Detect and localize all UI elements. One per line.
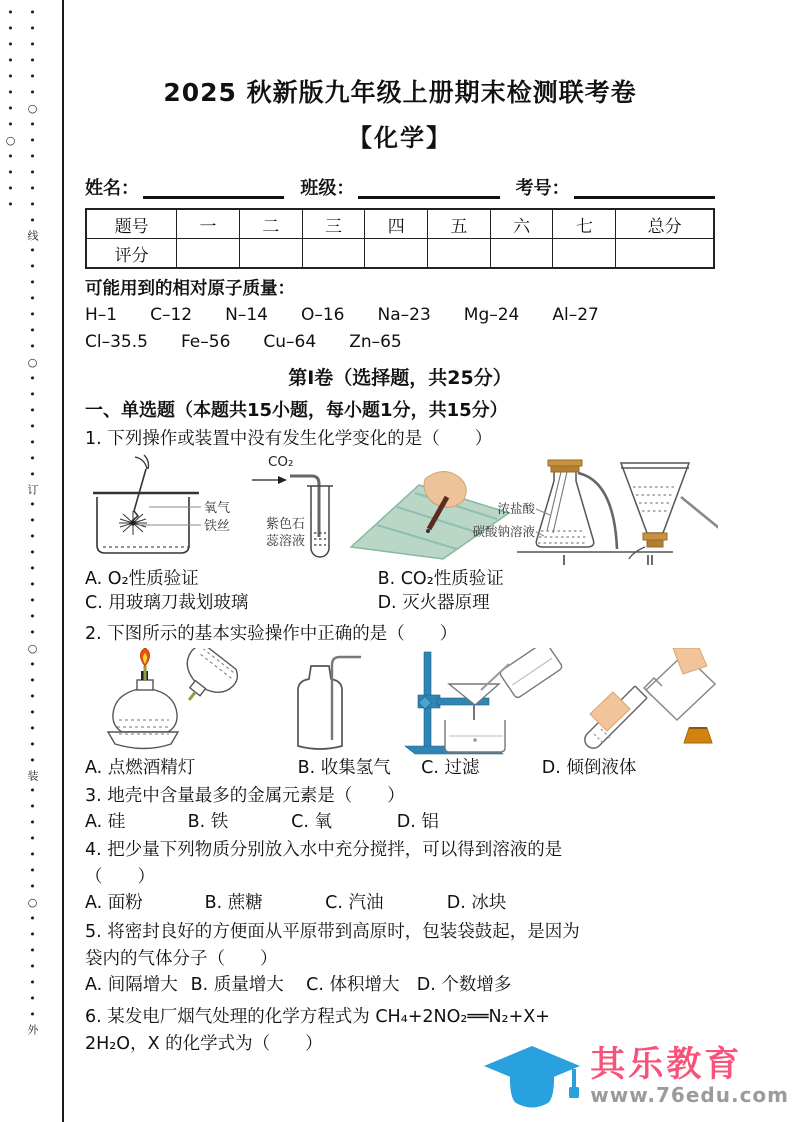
question-4-text-line2: （ ） [85, 867, 155, 887]
q2-option-b: B. 收集氢气 [297, 758, 391, 778]
score-col-2: 二 [239, 209, 302, 239]
exam-no-label: 考号： [515, 178, 570, 199]
exam-no-blank [574, 174, 715, 199]
iron-wire-label: 铁丝 [204, 519, 231, 534]
mass-item: Cl–35.5 [85, 332, 148, 352]
page-title: 2025 秋新版九年级上册期末检测联考卷 [163, 78, 637, 107]
grade-cell [239, 239, 302, 269]
graduation-cap-icon [480, 1038, 584, 1114]
mass-item: O–16 [300, 305, 345, 325]
name-blank [143, 174, 284, 199]
mass-item: C–12 [150, 305, 193, 325]
q1-option-b: B. CO₂性质验证 [377, 569, 504, 589]
mass-item: N–14 [225, 305, 268, 325]
grade-label: 评分 [86, 239, 177, 269]
q5-options-row [85, 973, 715, 997]
question-5-text-line1: 5. 将密封良好的方便面从平原带到高原时，包装袋鼓起，是因为 [85, 922, 580, 942]
q2-option-a: A. 点燃酒精灯 [85, 758, 196, 778]
q3-option-a: A. 硅 [85, 812, 126, 832]
oxygen-label: 氧气 [204, 501, 231, 516]
spark-burst-icon [119, 511, 147, 535]
binding-line: ••••••○•••••••线•••••••○•••••••订•••••••••○•••••••装•••••••○•••••••外••••••••○•••• [4, 6, 39, 1038]
flame-icon [141, 648, 150, 666]
q2-option-c: C. 过滤 [421, 758, 480, 778]
grade-cell [365, 239, 428, 269]
mass-item: Na–23 [377, 305, 431, 325]
question-6-text-line2: 2H₂O，X 的化学式为（ ） [85, 1034, 323, 1054]
grade-cell [177, 239, 240, 269]
score-col-4: 四 [365, 209, 428, 239]
filtration-figure [405, 648, 563, 754]
atomic-mass-heading: 可能用到的相对原子质量： [85, 279, 295, 299]
q4-options-row [85, 891, 715, 915]
class-label: 班级： [300, 178, 355, 199]
q3-option-c: C. 氧 [291, 812, 333, 832]
logo-text-block [590, 1046, 789, 1106]
stopper-icon [684, 728, 712, 743]
q3-option-b: B. 铁 [187, 812, 229, 832]
litmus-label-line2: 蕊溶液 [265, 534, 305, 549]
hydrogen-bottle-figure [298, 657, 361, 749]
tilted-lamp-icon [167, 648, 242, 716]
mass-item: Cu–64 [263, 332, 317, 352]
q1-option-c: C. 用玻璃刀裁划玻璃 [85, 593, 249, 613]
grade-cell [553, 239, 616, 269]
logo-website-url: www.76edu.com [590, 1083, 789, 1107]
score-col-3: 三 [302, 209, 365, 239]
question-1-figure [85, 453, 718, 567]
name-label: 姓名： [85, 178, 139, 199]
q5-option-c: C. 体积增大 [306, 975, 400, 995]
question-2-figure [85, 648, 718, 756]
na2co3-label: 碳酸钠溶液 [472, 524, 535, 539]
q5-option-b: B. 质量增大 [190, 975, 284, 995]
score-col-total: 总分 [616, 209, 714, 239]
q1-option-d: D. 灭火器原理 [377, 593, 490, 613]
q4-option-b: B. 蔗糖 [204, 893, 263, 913]
grade-cell [490, 239, 553, 269]
mass-item: Fe–56 [180, 332, 231, 352]
score-table-header-row [86, 209, 714, 239]
alcohol-lamp-figure [108, 648, 242, 749]
score-col-1: 一 [177, 209, 240, 239]
fire-extinguisher-figure [472, 460, 718, 567]
flask-one-label: I [562, 553, 566, 567]
question-5-text-line2: 袋内的气体分子（ ） [85, 949, 278, 969]
hcl-label: 浓盐酸 [497, 501, 535, 516]
mass-item: Mg–24 [463, 305, 520, 325]
mass-item: Zn–65 [349, 332, 402, 352]
qile-education-logo [480, 1038, 789, 1114]
mass-item: Al–27 [552, 305, 599, 325]
score-col-7: 七 [553, 209, 616, 239]
flask-two-label: II [646, 553, 654, 567]
score-col-6: 六 [490, 209, 553, 239]
grade-cell [616, 239, 714, 269]
oxygen-jar-figure [93, 455, 230, 553]
q5-option-a: A. 间隔增大 [85, 975, 178, 995]
q1-options-row-2 [85, 591, 715, 615]
glass-cutting-photo [351, 471, 509, 559]
q4-option-d: D. 冰块 [446, 893, 507, 913]
class-blank [358, 174, 499, 199]
score-table [85, 208, 715, 269]
question-6-text-line1: 6. 某发电厂烟气处理的化学方程式为 CH₄+2NO₂══N₂+X+ [85, 1007, 550, 1027]
q2-options-row [85, 756, 715, 780]
score-col-qnum: 题号 [86, 209, 177, 239]
atomic-mass-row-1 [85, 302, 715, 329]
question-2-text: 2. 下图所示的基本实验操作中正确的是（ ） [85, 624, 458, 644]
student-info-row [85, 172, 715, 202]
q5-option-d: D. 个数增多 [416, 975, 512, 995]
co2-testtube-figure [252, 454, 333, 557]
mass-item: H–1 [85, 305, 118, 325]
q4-option-a: A. 面粉 [85, 893, 143, 913]
subject-title: 【化学】 [348, 124, 452, 152]
pouring-liquid-figure [585, 648, 715, 748]
q3-option-d: D. 铝 [396, 812, 439, 832]
question-3-text: 3. 地壳中含量最多的金属元素是（ ） [85, 786, 405, 806]
grade-cell [302, 239, 365, 269]
q4-option-c: C. 汽油 [325, 893, 384, 913]
co2-label: CO₂ [268, 454, 294, 470]
logo-brand-name: 其乐教育 [590, 1045, 743, 1085]
q1-option-a: A. O₂性质验证 [85, 569, 199, 589]
question-1-text: 1. 下列操作或装置中没有发生化学变化的是（ ） [85, 429, 493, 449]
q2-option-d: D. 倾倒液体 [541, 758, 637, 778]
q1-options-row-1 [85, 567, 715, 591]
part-title: 一、单选题（本题共15小题，每小题1分，共15分） [85, 400, 508, 421]
score-col-5: 五 [428, 209, 491, 239]
litmus-label-line1: 紫色石 [265, 517, 305, 532]
volume-title: 第I卷（选择题，共25分） [288, 367, 512, 389]
atomic-mass-row-2 [85, 329, 715, 356]
score-table-grade-row [86, 239, 714, 269]
pouring-beaker-icon [499, 648, 563, 699]
q3-options-row [85, 810, 715, 834]
question-4-text-line1: 4. 把少量下列物质分别放入水中充分搅拌，可以得到溶液的是 [85, 840, 563, 860]
paper-content [64, 0, 793, 1122]
grade-cell [428, 239, 491, 269]
